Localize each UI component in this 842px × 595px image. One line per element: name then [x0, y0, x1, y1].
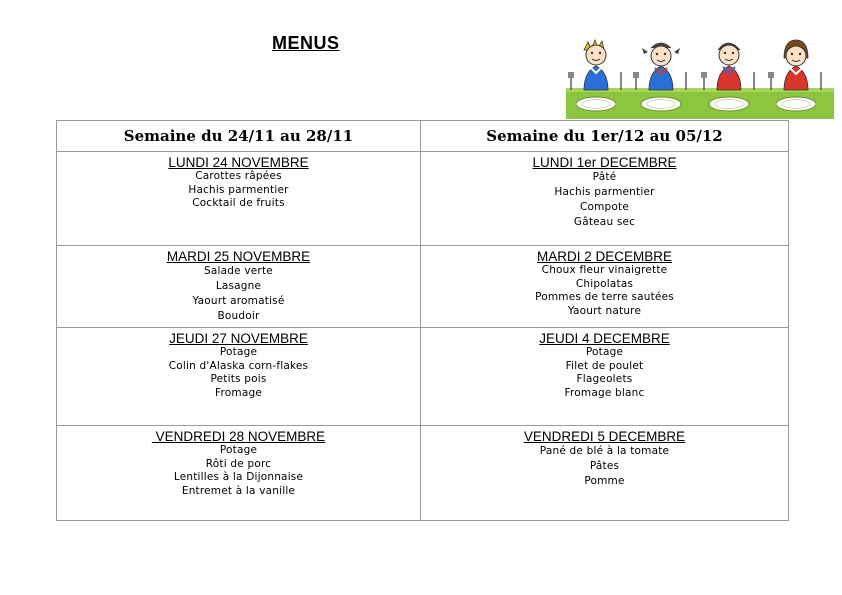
table-header-row — [57, 121, 789, 152]
dish-item: Yaourt aromatisé — [192, 295, 285, 307]
dish-item: Entremet à la vanille — [181, 484, 296, 497]
dish-item: Lentilles à la Dijonnaise — [173, 471, 304, 484]
table-row — [57, 328, 789, 426]
dish-item: Colin d'Alaska corn-flakes — [168, 359, 309, 372]
day-title: LUNDI 24 NOVEMBRE — [168, 155, 309, 170]
dish-item: Salade verte — [204, 265, 273, 277]
menu-cell — [57, 426, 421, 521]
dish-item: Pané de blé à la tomate — [539, 445, 670, 457]
dish-item: Yaourt nature — [567, 304, 642, 317]
dish-item: Fromage blanc — [564, 386, 645, 399]
dish-item: Hachis parmentier — [554, 186, 655, 198]
dish-item: Chipolatas — [575, 277, 634, 290]
child-figure — [584, 40, 608, 90]
menu-cell — [421, 426, 789, 521]
menu-cell — [57, 246, 421, 328]
dish-item: Pommes de terre sautées — [535, 291, 674, 304]
menu-cell — [57, 152, 421, 246]
dish-item: Flageolets — [576, 373, 633, 386]
children-dining-illustration — [566, 28, 834, 119]
day-title: VENDREDI 28 NOVEMBRE — [151, 429, 326, 444]
day-title: MARDI 2 DECEMBRE — [536, 249, 673, 264]
dish-item: Compote — [579, 201, 630, 213]
menu-cell — [421, 328, 789, 426]
day-title: LUNDI 1er DECEMBRE — [532, 155, 677, 170]
dish-item: Pomme — [584, 475, 625, 487]
day-title: MARDI 25 NOVEMBRE — [166, 249, 311, 264]
dish-item: Potage — [219, 444, 258, 456]
week-2-header: Semaine du 1er/12 au 05/12 — [421, 121, 789, 152]
dish-item: Fromage — [215, 386, 262, 399]
child-figure — [717, 43, 741, 90]
day-title: JEUDI 4 DECEMBRE — [539, 331, 670, 346]
dish-item: Cocktail de fruits — [192, 197, 285, 210]
menu-cell — [421, 246, 789, 328]
week-1-header: Semaine du 24/11 au 28/11 — [57, 121, 421, 152]
dish-item: Boudoir — [217, 310, 260, 322]
dish-item: Filet de poulet — [565, 359, 644, 372]
dish-item: Potage — [585, 346, 624, 358]
page-title: MENUS — [272, 33, 340, 53]
table-row — [57, 246, 789, 328]
menu-cell — [421, 152, 789, 246]
menu-cell — [57, 328, 421, 426]
day-title: VENDREDI 5 DECEMBRE — [523, 429, 686, 444]
dish-item: Rôti de porc — [205, 457, 272, 470]
menu-table — [56, 120, 789, 521]
dish-item: Pâté — [592, 171, 617, 183]
dish-item: Hachis parmentier — [188, 183, 289, 196]
dish-item: Lasagne — [215, 280, 262, 292]
table-row — [57, 152, 789, 246]
dish-item: Choux fleur vinaigrette — [541, 264, 668, 276]
dish-item: Gâteau sec — [573, 216, 636, 228]
dish-item: Petits pois — [210, 373, 267, 386]
table-row — [57, 426, 789, 521]
dish-item: Potage — [219, 346, 258, 358]
day-title: JEUDI 27 NOVEMBRE — [169, 331, 308, 346]
dish-item: Pâtes — [589, 460, 620, 472]
child-figure — [642, 43, 680, 90]
dish-item: Carottes râpées — [195, 170, 282, 182]
child-figure — [784, 40, 808, 90]
